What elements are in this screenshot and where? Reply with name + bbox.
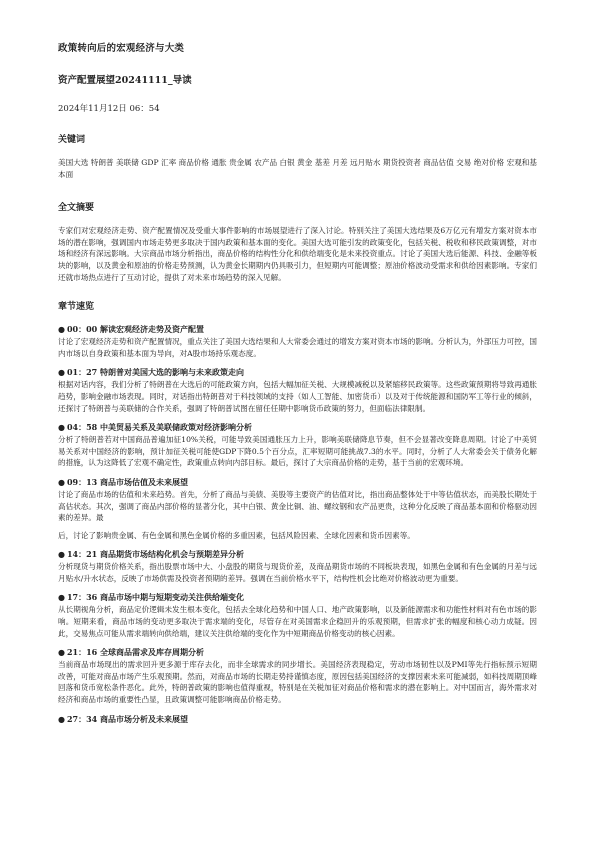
chapter-item bbox=[58, 324, 537, 359]
bullet-icon: ● bbox=[58, 324, 65, 335]
chapter-body: 当前商品市场现出的需求回升更多源于库存去化，而非全球需求的同步增长。美国经济表现稳定，劳动市场韧性以及PMI等先行指标预示短期改善，可能对商品市场产生乐观预期。然而，对商品市场的长期走势持谨慎态度，原因包括美国经济的支撑因素未来可能减弱，如科技周期顶峰回落和货币宽松条件恶化。此外，特朗普政策的影响也值得重视，特别是在关税加征对商品价格和需求的潜在影响上。对中国而言，海外需求对经济和商品市场的重要性凸显，且政策调整可能影响商品价格走势。 bbox=[58, 660, 537, 705]
chapters-heading: 章节速览 bbox=[58, 302, 95, 313]
chapter-title: ● 21：16 全球商品需求及库存周期分析 bbox=[58, 647, 205, 658]
chapter-title: ● 01：27 特朗普对美国大选的影响与未来政策走向 bbox=[58, 367, 245, 378]
document-subtitle: 资产配置展望20241111_导读 bbox=[58, 75, 192, 86]
chapter-item bbox=[58, 549, 537, 584]
chapter-title: ● 04：58 中美贸易关系及美联储政策对经济影响分析 bbox=[58, 422, 253, 433]
chapter-body: 分析了特朗普若对中国商品普遍加征10%关税，可能导致美国通胀压力上升，影响美联储降息节奏，但不会显著改变降息周期。讨论了中美贸易关系对中国经济的影响，预计加征关税可能使GDP下降0.5个百分点，汇率短期可能挑战7.3的水平。同时，分析了人大常委会关于债务化解的措施，认为这降低了宏观不确定性，政策重点转向内部目标。最后，探讨了大宗商品价格的走势，基于当前的宏观环境。 bbox=[58, 435, 537, 468]
keywords-text: 美国大选 特朗普 美联储 GDP 汇率 商品价格 通胀 贵金属 农产品 白银 黄金 基差 月差 远月贴水 期货投资者 商品估值 交易 绝对价格 宏观和基本面 bbox=[58, 158, 537, 179]
chapter-body-continued: 后，讨论了影响贵金属、有色金属和黑色金属价格的多重因素，包括风险因素、全球化因素和货币因素等。 bbox=[58, 530, 415, 540]
chapter-item bbox=[58, 592, 537, 639]
chapter-title: ● 00：00 解读宏观经济走势及资产配置 bbox=[58, 324, 205, 335]
chapter-title: ● 17：36 商品市场中期与短期变动关注供给端变化 bbox=[58, 592, 245, 603]
document-date: 2024年11月12日 06：54 bbox=[58, 104, 160, 114]
summary-heading: 全文摘要 bbox=[58, 203, 95, 214]
bullet-icon: ● bbox=[58, 713, 65, 724]
chapter-item bbox=[58, 647, 537, 705]
chapter-body: 根据对话内容，我们分析了特朗普在大选后的可能政策方向，包括大幅加征关税、大规模减税以及紧缩移民政策等。这些政策预期将导致再通胀趋势，影响金融市场表现。同时，对话指出特朗普对于科技领域的支持（如人工智能、加密货币）以及对于传统能源和国防军工等行业的倾斜，还探讨了特朗普与美联储的合作关系，强调了特朗普试图在留任任期中影响货币政策的努力，但面临法律限制。 bbox=[58, 380, 537, 413]
bullet-icon: ● bbox=[58, 367, 65, 378]
bullet-icon: ● bbox=[58, 647, 65, 658]
chapter-title: ● 14：21 商品期货市场结构化机会与预期差异分析 bbox=[58, 549, 245, 560]
summary-text: 专家们对宏观经济走势、资产配置情况及受重大事件影响的市场展望进行了深入讨论。特别关注了美国大选结果及6万亿元有增发方案对资本市场的潜在影响，强调国内市场走势更多取决于国内政策和基本面的变化。美国大选可能引发的政策变化，包括关税、税收和移民政策调整，对市场和经济有深远影响。大宗商品市场分析指出，商品价格的结构性分化和供给端变化是未来投资重点。讨论了美国大选后能源、科技、金融等板块的影响，以及黄金和原油的价格走势预测，认为黄金长期期内仍具吸引力，但短期内可能调整；原油价格波动受需求和供给因素影响。专家们还就市场热点进行了互动讨论，提供了对未来市场趋势的深入见解。 bbox=[58, 226, 537, 282]
chapter-body: 分析现货与期货价格关系，指出股票市场中大、小盘股的期货与现货价差，及商品期货市场的不同板块表现，如黑色金属和有色金属的月差与远月贴水/升水状态，反映了市场供需及投资者预期的差异。强调在当前价格水平下，结构性机会比绝对价格波动更为重要。 bbox=[58, 562, 537, 583]
chapter-item bbox=[58, 477, 537, 541]
document-title: 政策转向后的宏观经济与大类 bbox=[58, 43, 185, 54]
chapter-body: 讨论了商品市场的估值和未来趋势。首先，分析了商品与美债、美股等主要资产的估值对比，指出商品整体处于中等估值状态，而美股长期处于高估状态。其次，强调了商品内部价格的显著分化，其中白银、黄金比铜、油、螺纹钢和农产品更贵，这种分化反映了商品基本面和价格驱动因素的差异。最 bbox=[58, 489, 537, 523]
bullet-icon: ● bbox=[58, 549, 65, 560]
chapter-item bbox=[58, 714, 537, 725]
chapter-title: ● 09：13 商品市场估值及未来展望 bbox=[58, 476, 189, 487]
chapter-item bbox=[58, 422, 537, 469]
bullet-icon: ● bbox=[58, 476, 65, 487]
bullet-icon: ● bbox=[58, 592, 65, 603]
chapter-list bbox=[58, 324, 537, 724]
chapter-body: 从长期视角分析，商品定价逻辑未发生根本变化，包括去全球化趋势和中国人口、地产政策影响，以及新能源需求和功能性材料对有色市场的影响。短期来看，商品市场的变动更多取决于需求端的变化，尽管存在对美国需求企稳回升的乐观预期，但需求扩张的幅度和核心动力成疑。因此，交易焦点可能从需求端转向供给端，建议关注供给端的变化作为中短期商品价格变动的核心因素。 bbox=[58, 605, 537, 638]
chapter-title: ● 27：34 商品市场分析及未来展望 bbox=[58, 713, 189, 724]
keywords-heading: 关键词 bbox=[58, 135, 86, 145]
chapter-item bbox=[58, 367, 537, 414]
chapter-body: 讨论了宏观经济走势和资产配置情况，重点关注了美国大选结果和人大常委会通过的增发方案对资本市场的影响。分析认为，外部压力可控，国内市场以自身政策和基本面为导向，对A股市场持乐观态度。 bbox=[58, 337, 537, 358]
bullet-icon: ● bbox=[58, 422, 65, 433]
